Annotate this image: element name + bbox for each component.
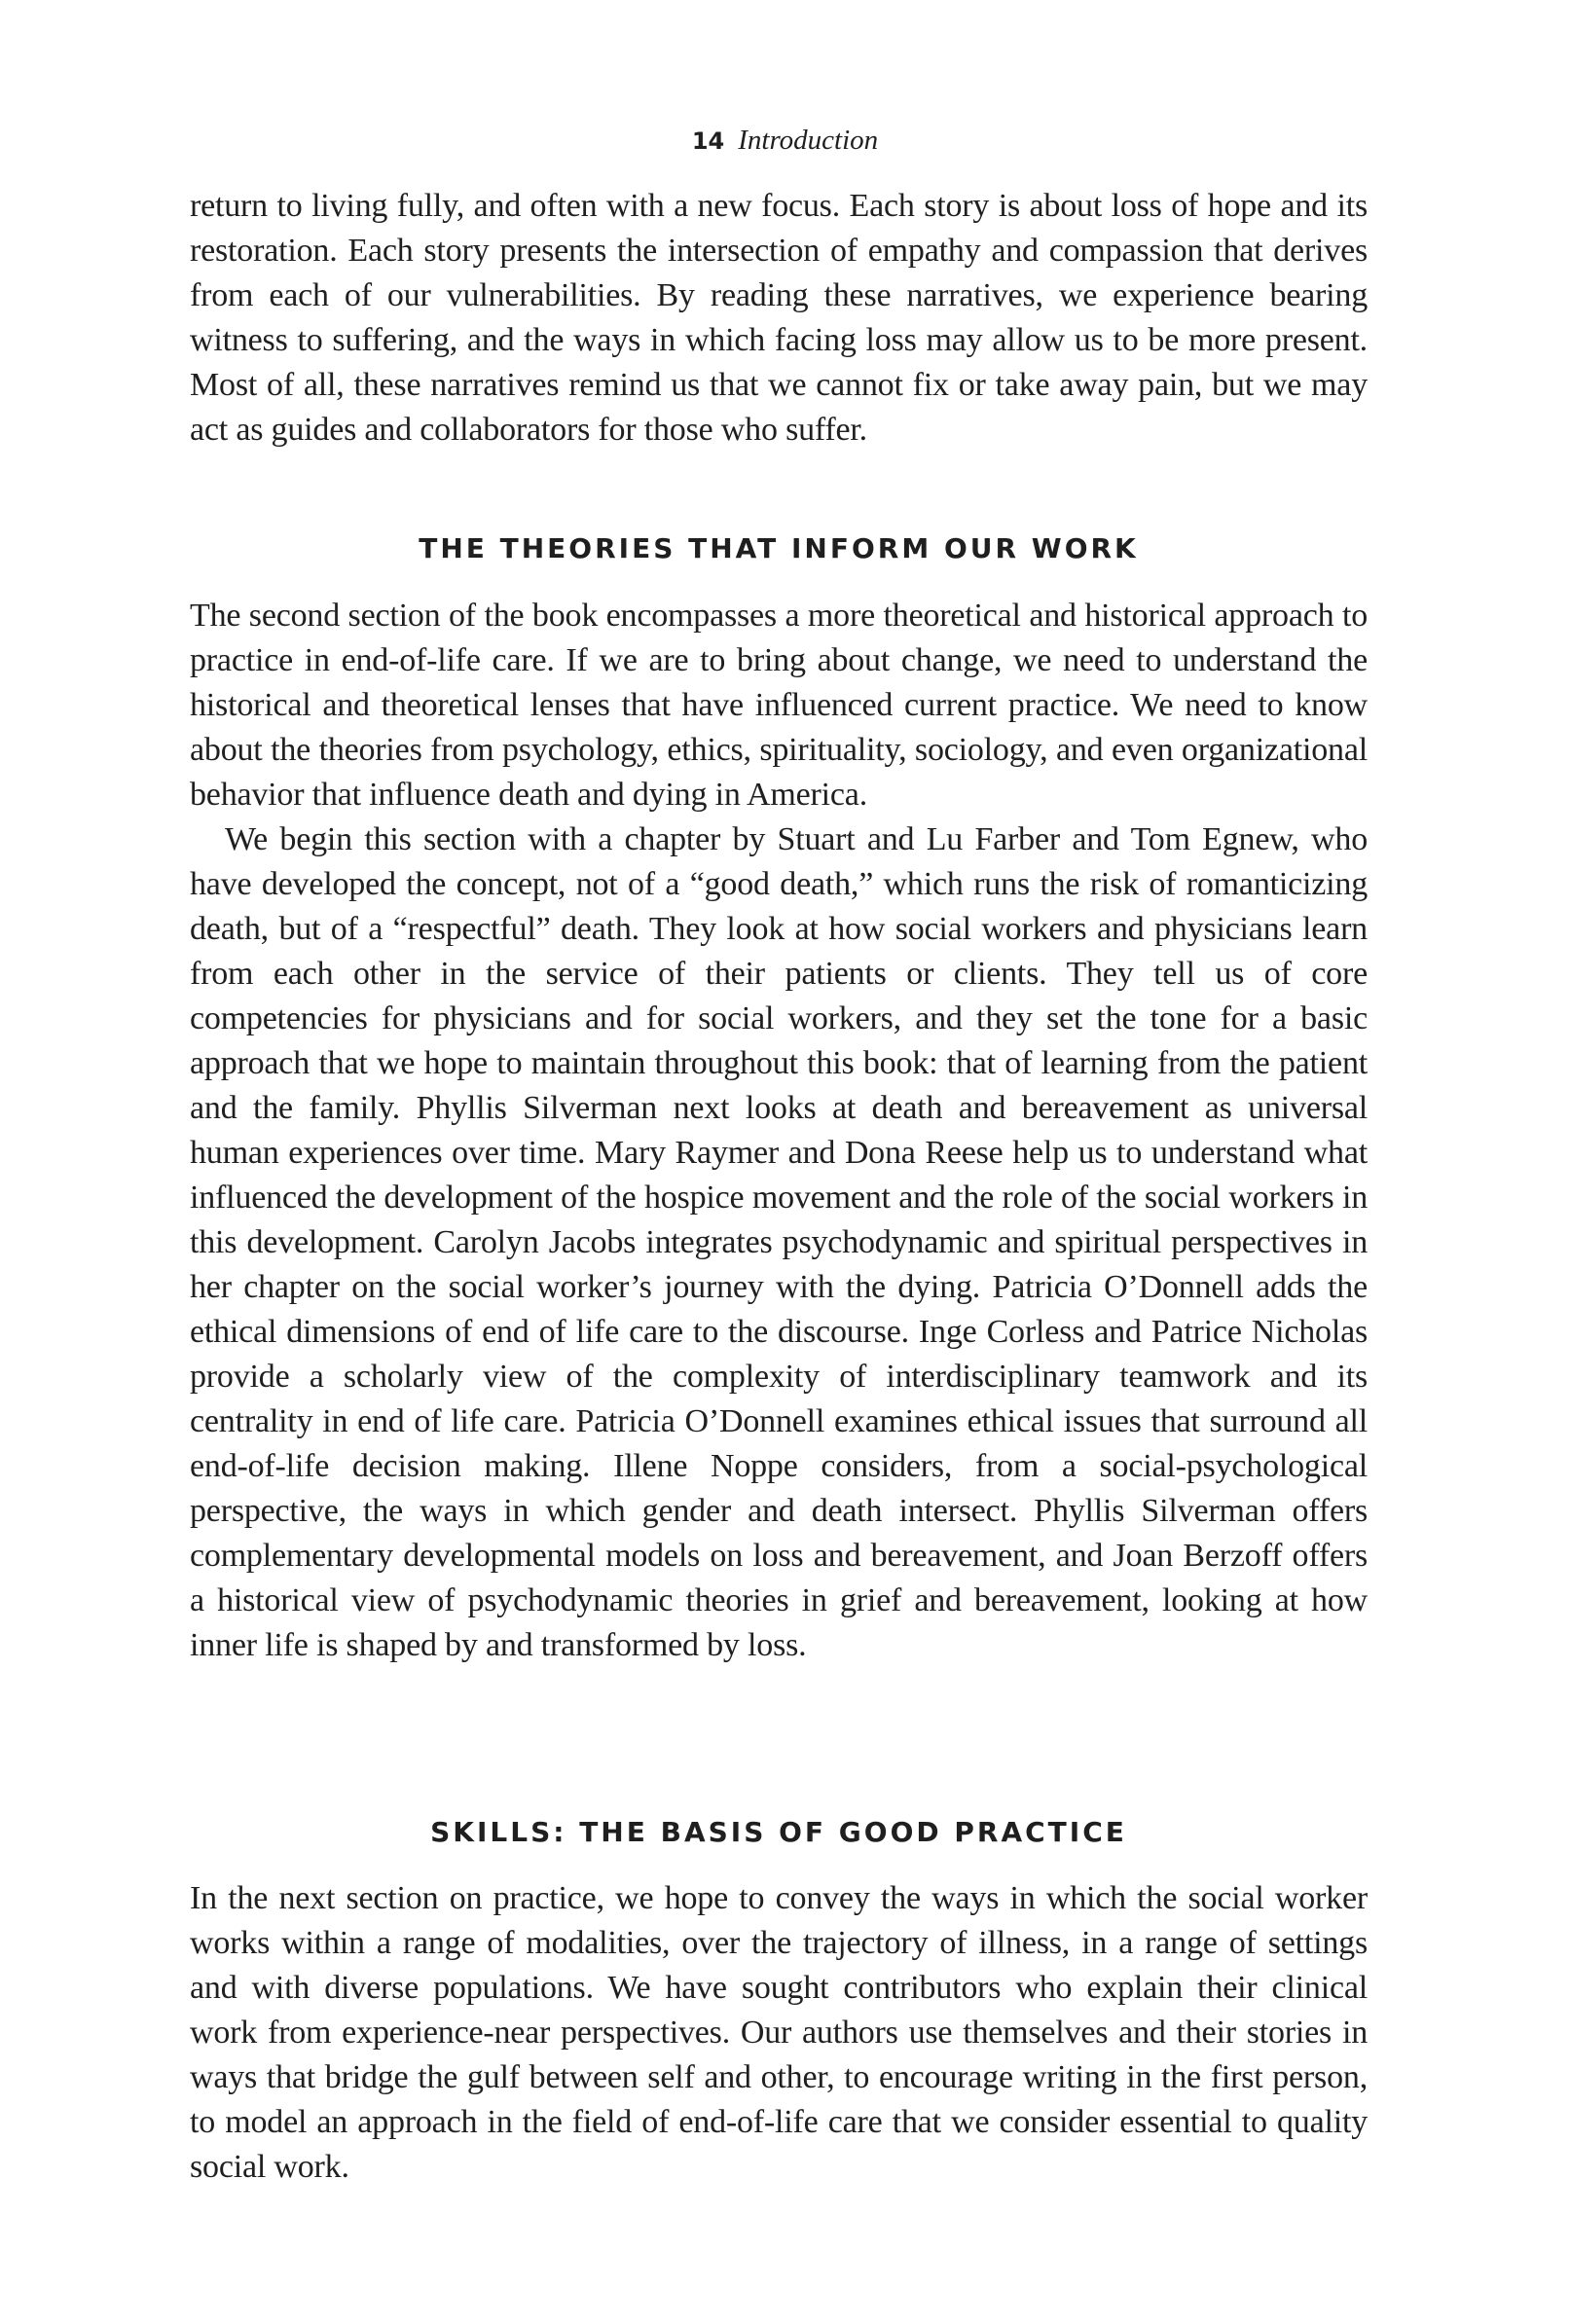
opening-text-block [190,184,1368,453]
skills-section-body [190,1876,1368,2190]
theories-paragraph-1: The second section of the book encompasses a more theoretical and historical approach to practice in end-of-life care. If we are to bring about change, we need to understand the historical and theoretical lenses that have influenced current practice. We need to know about the theories from psychology, ethics, spirituality, sociology, and even organizational behavior that influence death and dying in America. [190,598,1368,813]
skills-paragraph-1: In the next section on practice, we hope to convey the ways in which the social worker works within a range of modalities, over the trajectory of illness, in a range of settings and with diverse populations. We have sought contributors who explain their clinical work from experience-near perspectives. Our authors use themselves and their stories in ways that bridge the gulf between self and other, to encourage writing in the first person, to model an approach in the field of end-of-life care that we consider essential to quality social work. [190,1880,1368,2185]
theories-section-heading: THE THEORIES THAT INFORM OUR WORK [419,532,1139,564]
opening-paragraph: return to living fully, and often with a new focus. Each story is about loss of hope and its restoration. Each story presents the intersection of empathy and compassion that derives from each of our vulnerabilities. By reading these narratives, we experience bearing witness to suffering, and the ways in which facing loss may allow us to be more present. Most of all, these narratives remind us that we cannot fix or take away pain, but we may act as guides and collaborators for those who suffer. [190,188,1368,448]
page-number: 14 [691,127,725,155]
theories-section-body [190,594,1368,1668]
theories-paragraph-2: We begin this section with a chapter by Stuart and Lu Farber and Tom Egnew, who have developed the concept, not of a “good death,” which runs the risk of romanticizing death, but of a “respectful” death. They look at how social workers and physicians learn from each other in the service of their patients or clients. They tell us of core competencies for physicians and for social workers, and they set the tone for a basic approach that we hope to maintain throughout this book: that of learning from the patient and the family. Phyllis Silverman next looks at death and bereavement as universal human experiences over time. Mary Raymer and Dona Reese help us to understand what influenced the development of the hospice movement and the role of the social workers in this development. Carolyn Jacobs integrates psychodynamic and spiritual perspectives in her chapter on the social worker’s journey with the dying. Patricia O’Donnell adds the ethical dimensions of end of life care to the discourse. Inge Corless and Patrice Nicholas provide a scholarly view of the complexity of interdisciplinary teamwork and its centrality in end of life care. Patricia O’Donnell examines ethical issues that surround all end-of-life decision making. Illene Noppe considers, from a social-psychological perspective, the ways in which gender and death intersect. Phyllis Silverman offers complementary developmental models on loss and bereavement, and Joan Berzoff offers a historical view of psychodynamic theories in grief and bereavement, looking at how inner life is shaped by and transformed by loss. [190,821,1368,1663]
running-head [0,123,1570,159]
skills-section-heading: SKILLS: THE BASIS OF GOOD PRACTICE [430,1816,1127,1848]
running-head-title: Introduction [738,125,879,156]
